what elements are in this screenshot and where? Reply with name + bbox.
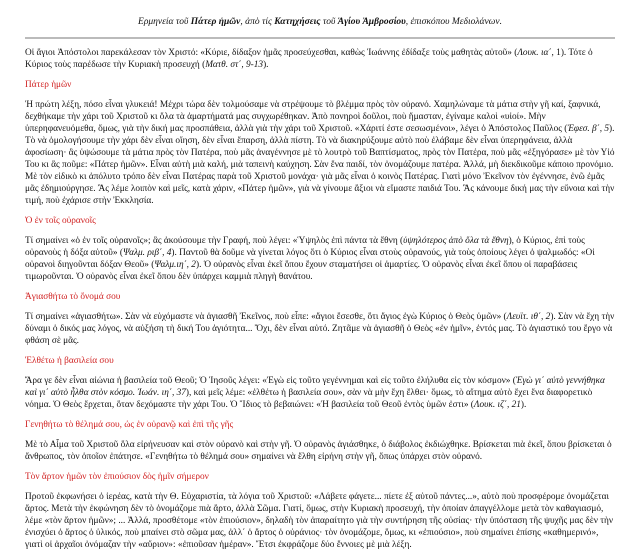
text-segment: ). Παντοῦ θὰ δοῦμε νὰ γίνεται λόγος ὅτι ὁ Κύριος εἶναι στοὺς οὐρανούς, γιὰ τοὺς ὁποίους λέγει ὁ ψαλμωδός: «Οἱ οὐρανοὶ διηγοῦνται δόξαν Θεοῦ» ( <box>25 248 595 270</box>
section-paragraph <box>25 375 615 411</box>
emphasis-text: Πάτερ ἡμῶν <box>190 17 241 27</box>
text-segment: , ἀπὸ τίς <box>240 17 275 27</box>
citation-text: Ἐγὼ γι΄ αὐτὸ γεννήθηκα καὶ γι΄ αὐτὸ ἦλθα στὸν κόσμο. Ἰωάν. ιη΄, 37 <box>25 376 605 398</box>
emphasis-text: Κατηχήσεις <box>274 17 321 27</box>
section-heading: Ὁ ἐν τοῖς οὐρανοῖς <box>25 216 96 226</box>
text-segment: Μὲ τὸ Αἷμα τοῦ Χριστοῦ ὅλα εἰρήνευσαν καὶ στὸν οὐρανὸ καὶ στὴν γῆ. Ὁ οὐρανὸς ἁγιάσθηκε, ὁ διάβολος ἐκδιώχθηκε. Βρίσκεται πιὰ ἐκεῖ, ὅπου βρίσκεται ὁ ἄνθρωπος, τὸν ὁποῖον ἐπάτησε. «Γενηθήτω τὸ θέλημά σου» σημαίνει νὰ ἔλθη εἰρήνη στὴν γῆ, ὅπως ὑπάρχει στὸν οὐρανό. <box>25 440 612 462</box>
citation-text: Λευϊτ. ιθ΄, 2 <box>506 312 551 322</box>
text-segment: , ἐπισκόπου Μεδιολάνων. <box>405 17 502 27</box>
text-segment: ). Ὁ οὐρανὸς εἶναι ἐκεῖ ὅπου ἔχουν σταματήσει οἱ ἁμαρτίες. Ὁ οὐρανὸς εἶναι ἐκεῖ ὅπου οἱ παραβάσεις τιμωροῦνται. Ὁ οὐρανὸς εἶναι ἐκεῖ ὅπου δὲν ὑπάρχει καμμιὰ πληγὴ θανάτου. <box>25 260 578 282</box>
divider <box>25 37 615 39</box>
citation-text: Ματθ. στ΄, 9-13 <box>205 60 264 70</box>
text-segment: Ἄρα γε δὲν εἶναι αἰώνια ἡ βασιλεία τοῦ Θεοῦ; Ὁ Ἰησοῦς λέγει: «Ἐγὼ εἰς τοῦτο γεγέννημαι καὶ εἰς τοῦτο ἐλήλυθα εἰς τὸν κόσμον» ( <box>25 376 516 386</box>
text-segment: ). <box>263 60 269 70</box>
emphasis-text: Ἁγίου Ἀμβροσίου <box>337 17 406 27</box>
text-segment: ). Σὰν νὰ ἔχη τὴν δύναμι ὁ δικός μας λόγος, νὰ αὐξήση τὴ δική Του ἁγιότητα... Ὄχι, δὲν εἶναι αὐτό. Ζητᾶμε νὰ ἁγιασθῆ ὁ Θεὸς «ἐν ἡμῖν», ἐντός μας. Τὸ ἁγιαστικό του ἔργο νὰ φθάση σὲ μᾶς. <box>25 312 615 346</box>
text-segment: Προτοῦ ἐκφωνήσει ὁ ἱερέας, κατὰ τὴν Θ. Εὐχαριστία, τὰ λόγια τοῦ Χριστοῦ: «Λάβετε φάγετε... πίετε ἐξ αὐτοῦ πάντες...», αὐτὸ ποὺ προσφέρομε ὀνομάζεται ἄρτος. Μετὰ τὴν ἐκφώνηση δὲν τὸ ὀνομάζομε πιὰ ἄρτο, ἀλλὰ Σῶμα. Γιατί, ὅμως, στὴν Κυριακὴ προσευχή, τὴν ὁποίαν ἀπαγγέλλομε μετὰ τὸν καθαγιασμό, λέμε «τὸν ἄρτον ἡμῶν»; ... Ἀλλά, προσθέτομε «τὸν ἐπιούσιον», δηλαδὴ τὸν ἀπαραίτητο γιὰ τὴν συντήρηση τῆς οὐσίας· τὴν ὑπόσταση τῆς ψυχῆς μας δὲν τὴν ἐνισχύει ὁ ἄρτος ὁ ὑλικός, ποὺ μπαίνει στὸ σῶμα μας, ἀλλ΄ ὁ ἄρτος ὁ οὐράνιος· τὸν ὀνομάζομε, ὅμως, κι «ἐπιούσιο», ποὺ σημαίνει ἐπίσης «καθημερινό», γιατὶ οἱ ἀρχαῖοι ὀνόμαζαν τὴν «αὔριον»: «ἐπιοῦσαν ἡμέραν». Ἔτσι ἐκφράζομε δύο ἔννοιες μὲ μιὰ λέξη. <box>25 492 614 550</box>
text-segment: ). Τὸ νὰ ὁμολογήσουμε τὴν χάρι δὲν εἶναι οἴηση, δὲν εἶναι ἔπαρση, ἀλλὰ πίστη. Τὸ νὰ διακηρύξουμε αὐτὸ ποὺ ἐλάβαμε δὲν εἶναι ὑπερηφάνεια, ἀλλὰ ἀφοσίωση· ἂς ὑψώσουμε τὰ μάτια πρὸς τὸν Πατέρα, ποὺ μᾶς ἀναγέννησε μὲ τὸ λουτρὸ τοῦ Βαπτίσματος, πρὸς τὸν Πατέρα, ποὺ μᾶς «ἐξηγόρασε» μὲ τὸν Υἱό Του κι ἂς ποῦμε: «Πάτερ ἡμῶν». Εἶναι αὐτὴ μιὰ καλή, μιὰ ταπεινὴ καύχηση. Σὰν ἕνα παιδί, τὸν ὀνομάζουμε πατέρα. Ἀλλά, μὴ διεκδικοῦμε κάποιο προνόμιο. Μὲ τὸν εἰδικὸ κι ἀπόλυτο τρόπο δὲν εἶναι Πατέρας παρὰ τοῦ Χριστοῦ μονάχα· γιὰ μᾶς εἶναι ὁ κοινὸς Πατέρας. Γιατὶ μόνο Ἐκεῖνον τὸν ἐγέννησε, ἐνῶ ἐμᾶς μᾶς ἐδημιούργησε. Ἂς λέμε λοιπὸν καὶ μεῖς, κατὰ χάριν, «Πάτερ ἡμῶν», γιὰ νὰ γίνουμε ἄξιοι νὰ εἴμαστε παιδιά Του. Ἂς κάνουμε δική μας τὴν εὔνοια καὶ τὴν τιμή, ποὺ ἐχάρισε στὴν Ἐκκλησία. <box>25 124 615 206</box>
text-segment: Ερμηνεία τοῦ <box>138 17 191 27</box>
citation-text: Ψαλμ.ιη΄, 2 <box>154 260 196 270</box>
text-segment: Τί σημαίνει «ὁ ἐν τοῖς οὐρανοῖς»; ἂς ἀκούσουμε τὴν Γραφή, ποὺ λέγει: «Ὑψηλὸς ἐπὶ πάντα τὰ ἔθνη ( <box>25 236 404 246</box>
citation-text: ὑψηλότερος ἀπὸ ὅλα τὰ ἔθνη <box>403 236 509 246</box>
text-segment: Τί σημαίνει «ἁγιασθήτω». Σὰν νὰ εὐχόμαστε νὰ ἁγιασθῆ Ἐκεῖνος, ποὺ εἶπε: «ἅγιοι ἔσεσθε, ὅτι ἅγιος ἐγὼ Κύριος ὁ Θεὸς ὑμῶν» ( <box>25 312 507 322</box>
citation-text: Ψαλμ. ριβ΄, 4 <box>122 248 172 258</box>
section-heading: Γενηθήτω τὸ θέλημά σου, ὡς ἐν οὐρανῷ καὶ ἐπὶ τῆς γῆς <box>25 420 234 430</box>
text-segment: ). <box>520 400 527 410</box>
text-segment: , 1). Τότε ὁ Κύριος τοὺς παρέδωσε τὴν Κυριακὴ προσευχή ( <box>25 48 593 70</box>
section-paragraph <box>25 235 615 283</box>
document-title <box>25 0 615 33</box>
section-paragraph <box>25 311 615 347</box>
citation-text: Λουκ. ια΄ <box>517 48 552 58</box>
sections <box>25 79 615 551</box>
intro-paragraph <box>25 47 615 71</box>
section-heading: Ἁγιασθήτω τὸ ὄνομά σου <box>25 292 121 302</box>
section-heading: Πάτερ ἡμῶν <box>25 80 72 90</box>
text-segment: Οἱ ἅγιοι Ἀπόστολοι παρεκάλεσαν τὸν Χριστό: «Κύριε, δίδαξον ἡμᾶς προσεύχεσθαι, καθὼς Ἰωάννης ἐδίδαξε τοὺς μαθητὰς αὐτοῦ» ( <box>25 48 518 58</box>
section-paragraph <box>25 491 615 551</box>
text-segment: ), ὁ Κύριος, ἐπὶ τοὺς οὐρανοὺς ἡ δόξα αὐτοῦ» ( <box>25 236 585 258</box>
citation-text: Λουκ. ιζ΄, 21 <box>473 400 521 410</box>
text-segment: τοῦ <box>320 17 338 27</box>
text-segment: ), καὶ μεῖς λέμε: «ἐλθέτω ἡ βασιλεία σου», σὰν νὰ μὴν ἔχη ἔλθει· ὅμως, τὸ αἴτημα αὐτὸ ἔχει ἕνα διαφορετικὸ νόημα. Ὁ Θεὸς ἔρχεται, ὅταν δεχόμαστε τὴν χάρι Του. Ὁ Ἴδιος τὸ βεβαιώνει: «Ἡ βασιλεία τοῦ Θεοῦ ἐντὸς ὑμῶν ἐστι» ( <box>25 388 593 410</box>
section-paragraph <box>25 439 615 463</box>
section-heading: Τὸν ἄρτον ἡμῶν τὸν ἐπιούσιον δὸς ἡμῖν σήμερον <box>25 472 209 482</box>
citation-text: Ἐφεσ. β΄, 5 <box>567 124 609 134</box>
section-heading: Ἐλθέτω ἡ βασιλεία σου <box>25 356 114 366</box>
section-paragraph <box>25 99 615 207</box>
text-segment: Ἡ πρώτη λέξη, πόσο εἶναι γλυκειά! Μέχρι τώρα δὲν τολμούσαμε νὰ στρέψουμε τὸ βλέμμα πρὸς τὸν οὐρανό. Χαμηλώναμε τὰ μάτια στὴν γῆ καί, ξαφνικά, δεχθήκαμε τὴν χάρι τοῦ Χριστοῦ κι ὅλα τὰ ἁμαρτήματά μας συγχωρέθηκαν. Ἀπὸ πονηροὶ δοῦλοι, ποὺ ἤμασταν, ἐγίναμε καλοὶ «υἱοί». Μὴν ὑπερηφανευόμεθα, ὅμως, γιὰ τὴν δική μας προσπάθεια, ἀλλὰ γιὰ τὴν χάρι τοῦ Χριστοῦ. «Χάριτί ἐστε σεσωσμένοι», λέγει ὁ Ἀπόστολος Παῦλος ( <box>25 100 601 134</box>
